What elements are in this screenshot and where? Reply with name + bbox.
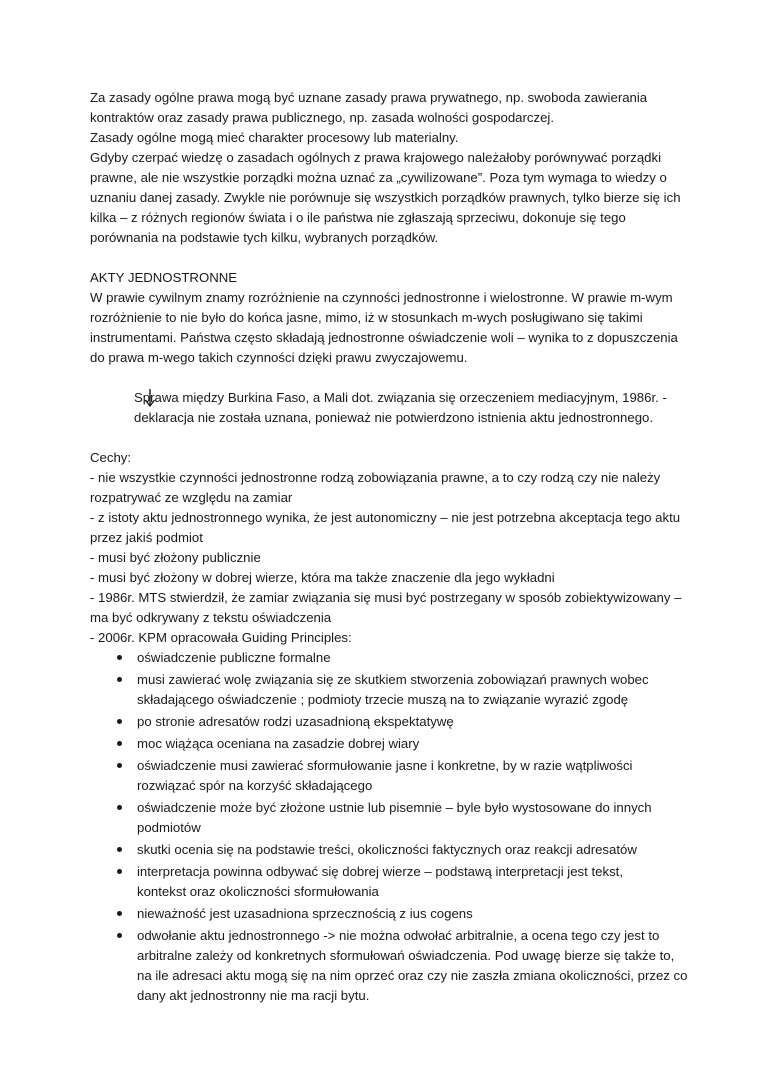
bullet-icon	[117, 869, 122, 874]
list-item-text: na ile adresaci aktu mogą się na nim oprzeć oraz czy nie zaszła zmiana okoliczności, przez co	[137, 968, 688, 983]
list-item	[90, 904, 680, 924]
bullet-icon	[117, 805, 122, 810]
bullet-icon	[117, 933, 122, 938]
bullet-icon	[117, 655, 122, 660]
list-item	[90, 734, 680, 754]
text-line: - musi być złożony publicznie	[90, 550, 261, 565]
list-item-text: moc wiążąca oceniana na zasadzie dobrej wiary	[137, 736, 420, 751]
text-line: - musi być złożony w dobrej wierze, która ma także znaczenie dla jego wykładni	[90, 570, 555, 585]
list-item	[90, 840, 680, 860]
text-line: rozpatrywać ze względu na zamiar	[90, 490, 293, 505]
list-item-text: kontekst oraz okoliczności sformułowania	[137, 884, 379, 899]
bullet-icon	[117, 741, 122, 746]
list-item-text: rozwiązać spór na korzyść składającego	[137, 778, 373, 793]
text-line: przez jakiś podmiot	[90, 530, 203, 545]
bullet-icon	[117, 763, 122, 768]
text-line: do prawa m-wego takich czynności dzięki prawu zwyczajowemu.	[90, 350, 468, 365]
list-item-text: dany akt jednostronny nie ma racji bytu.	[137, 988, 370, 1003]
section-heading: AKTY JEDNOSTRONNE	[90, 270, 238, 285]
list-item-text: oświadczenie publiczne formalne	[137, 650, 331, 665]
intro-paragraph	[90, 88, 680, 248]
text-line: porównania na podstawie tych kilku, wybranych porządków.	[90, 230, 439, 245]
example-line: deklaracja nie została uznana, ponieważ nie potwierdzono istnienia aktu jednostronnego.	[134, 410, 654, 425]
text-line: kontraktów oraz zasady prawa publicznego, np. zasada wolności gospodarczej.	[90, 110, 555, 125]
features-heading: Cechy:	[90, 450, 132, 465]
list-item-text: skutki ocenia się na podstawie treści, okoliczności faktycznych oraz reakcji adresatów	[137, 842, 637, 857]
bullet-icon	[117, 847, 122, 852]
text-line: - 2006r. KPM opracowała Guiding Principles:	[90, 630, 352, 645]
list-item	[90, 712, 680, 732]
example-line: Sprawa między Burkina Faso, a Mali dot. związania się orzeczeniem mediacyjnym, 1986r. -	[134, 390, 667, 405]
list-item-text: podmiotów	[137, 820, 201, 835]
list-item-text: oświadczenie może być złożone ustnie lub pisemnie – byle było wystosowane do innych	[137, 800, 652, 815]
spacer	[90, 248, 680, 268]
text-line: uznaniu danej zasady. Zwykle nie porównuje się wszystkich porządków prawnych, tylko bierze się ich	[90, 190, 681, 205]
list-item	[90, 648, 680, 668]
example-block	[90, 388, 680, 428]
text-line: kilka – z różnych regionów świata i o ile państwa nie zgłaszają sprzeciwu, dokonuje się tego	[90, 210, 626, 225]
list-item-text: arbitralne zależy od konkretnych sformułowań oświadczenia. Pod uwagę bierze się także to,	[137, 948, 675, 963]
list-item-text: nieważność jest uzasadniona sprzecznością z ius cogens	[137, 906, 473, 921]
document-page	[90, 88, 688, 1008]
arrow-down-icon	[144, 388, 156, 408]
list-item	[90, 862, 680, 902]
bullet-icon	[117, 677, 122, 682]
list-item	[90, 798, 680, 838]
list-item	[90, 756, 680, 796]
text-line: - z istoty aktu jednostronnego wynika, że jest autonomiczny – nie jest potrzebna akceptacja tego aktu	[90, 510, 681, 525]
list-item-text: po stronie adresatów rodzi uzasadnioną ekspektatywę	[137, 714, 454, 729]
list-item-text: interpretacja powinna odbywać się dobrej wierze – podstawą interpretacji jest tekst,	[137, 864, 623, 879]
text-line: - 1986r. MTS stwierdził, że zamiar związania się musi być postrzegany w sposób zobiektywizowany –	[90, 590, 682, 605]
section-unilateral-acts	[90, 268, 680, 428]
bullet-icon	[117, 719, 122, 724]
text-line: Zasady ogólne mogą mieć charakter procesowy lub materialny.	[90, 130, 459, 145]
list-item-text: składającego oświadczenie ; podmioty trzecie muszą na to związanie wyrazić zgodę	[137, 692, 629, 707]
bullet-icon	[117, 911, 122, 916]
text-line: W prawie cywilnym znamy rozróżnienie na czynności jednostronne i wielostronne. W prawie m-wym	[90, 290, 673, 305]
text-line: Za zasady ogólne prawa mogą być uznane zasady prawa prywatnego, np. swoboda zawierania	[90, 90, 648, 105]
text-line: prawne, ale nie wszystkie porządki można uznać za „cywilizowane”. Poza tym wymaga to wiedzy o	[90, 170, 667, 185]
text-line: ma być odkrywany z tekstu oświadczenia	[90, 610, 332, 625]
text-line: Gdyby czerpać wiedzę o zasadach ogólnych z prawa krajowego należałoby porównywać porządki	[90, 150, 662, 165]
list-item	[90, 926, 688, 1006]
list-item-text: odwołanie aktu jednostronnego -> nie można odwołać arbitralnie, a ocena tego czy jest to	[137, 928, 660, 943]
text-line: - nie wszystkie czynności jednostronne rodzą zobowiązania prawne, a to czy rodzą czy nie należy	[90, 470, 661, 485]
text-line: rozróżnienie to nie było do końca jasne, mimo, iż w stosunkach m-wych posługiwano się takimi	[90, 310, 643, 325]
list-item-text: musi zawierać wolę związania się ze skutkiem stworzenia zobowiązań prawnych wobec	[137, 672, 649, 687]
features-section	[90, 448, 688, 1006]
guiding-principles-list	[90, 648, 688, 1006]
list-item	[90, 670, 680, 710]
list-item-text: oświadczenie musi zawierać sformułowanie jasne i konkretne, by w razie wątpliwości	[137, 758, 633, 773]
spacer	[90, 428, 680, 448]
text-line: instrumentami. Państwa często składają jednostronne oświadczenie woli – wynika to z dopuszczenia	[90, 330, 678, 345]
